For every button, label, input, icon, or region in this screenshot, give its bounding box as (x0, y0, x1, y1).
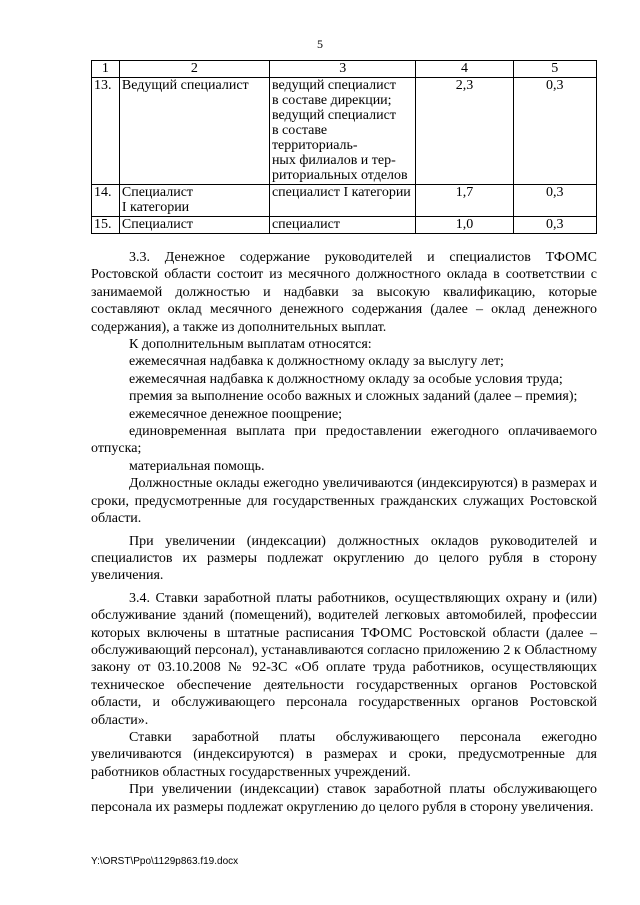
paragraph-3-3: 3.3. Денежное содержание руководителей и специалистов ТФОМС Ростовской области состоит из месячного должностного оклада в соответствии с занимаемой должностью и надбавки за высокую квалификацию, которые составляют оклад месячного денежного содержания (далее – оклад денежного содержания), а также из дополнительных выплат. (91, 250, 597, 335)
extra-coefficient: 0,3 (513, 78, 596, 185)
table-header-row (92, 61, 597, 78)
position-category: специалист (269, 217, 416, 234)
category-line: в составе территориаль- (271, 123, 358, 153)
category-line: ведущий специалист (271, 108, 396, 123)
table-row (92, 217, 597, 234)
coefficient: 1,0 (416, 217, 513, 234)
paragraph-salary-rounding: При увеличении (индексации) должностных окладов руководителей и специалистов их размеры подлежат округлению до целого рубля в сторону увеличения. (91, 533, 597, 584)
extra-coefficient: 0,3 (513, 185, 596, 217)
payment-list-item: ежемесячная надбавка к должностному окладу за выслугу лет; (129, 354, 504, 370)
row-number: 14. (92, 185, 120, 217)
payment-list-item: премия за выполнение особо важных и сложных заданий (далее – премия); (129, 389, 578, 405)
row-number: 15. (92, 217, 120, 234)
category-line: в составе дирекции; (271, 93, 392, 108)
position-line: I категории (121, 200, 190, 215)
extra-coefficient: 0,3 (513, 217, 596, 234)
header-cell: 4 (416, 61, 513, 78)
payment-list-item: единовременная выплата при предоставлении ежегодного оплачиваемого отпуска; (91, 424, 597, 457)
paragraph-service-staff-rounding: При увеличении (индексации) ставок заработной платы обслуживающего персонала их размеры подлежат округлению до целого рубля в сторону увеличения. (91, 782, 597, 815)
header-cell: 3 (269, 61, 416, 78)
category-line: ных филиалов и тер- (271, 153, 396, 168)
position-name (119, 185, 269, 217)
category-line: ведущий специалист (271, 78, 396, 93)
table-row (92, 78, 597, 185)
header-cell: 2 (119, 61, 269, 78)
coefficient: 2,3 (416, 78, 513, 185)
position-category (269, 78, 416, 185)
payment-list-item: ежемесячное денежное поощрение; (129, 406, 343, 422)
table-row (92, 185, 597, 217)
footer-file-path: Y:\ORST\Ppo\1129p863.f19.docx (91, 856, 239, 867)
payment-list-item: ежемесячная надбавка к должностному окладу за особые условия труда; (129, 371, 563, 387)
paragraph-additional-payments-intro: К дополнительным выплатам относятся: (129, 337, 372, 353)
position-name: Ведущий специалист (119, 78, 269, 185)
coefficient: 1,7 (416, 185, 513, 217)
document-body (91, 249, 597, 816)
paragraph-service-staff-indexation: Ставки заработной платы обслуживающего персонала ежегодно увеличиваются (индексируются) в размерах и сроки, предусмотренные для работников областных государственных учреждений. (91, 729, 597, 780)
category-line: риториальных отделов (271, 168, 408, 183)
paragraph-salary-indexation: Должностные оклады ежегодно увеличиваются (индексируются) в размерах и сроки, предусмотренные для государственных гражданских служащих Ростовской области. (91, 476, 597, 527)
paragraph-3-4: 3.4. Ставки заработной платы работников, осуществляющих охрану и (или) обслуживание зданий (помещений), водителей легковых автомобилей, профессии которых включены в штатные расписания ТФОМС Ростовской области (далее – обслуживающий персонал), устанавливаются согласно приложению 2 к Областному закону от 03.10.2008 № 92-ЗС «Об оплате труда работников, осуществляющих техническое обеспечение деятельности государственных органов Ростовской области, и обслуживающего персонала государственных органов Ростовской области». (91, 590, 597, 728)
page-number: 5 (317, 37, 323, 51)
header-cell: 5 (513, 61, 596, 78)
position-line: Специалист (121, 185, 194, 200)
header-cell: 1 (92, 61, 120, 78)
row-number: 13. (92, 78, 120, 185)
position-category: специалист I категории (269, 185, 416, 217)
positions-table (91, 60, 597, 234)
payment-list-item: материальная помощь. (129, 458, 265, 474)
position-name: Специалист (119, 217, 269, 234)
